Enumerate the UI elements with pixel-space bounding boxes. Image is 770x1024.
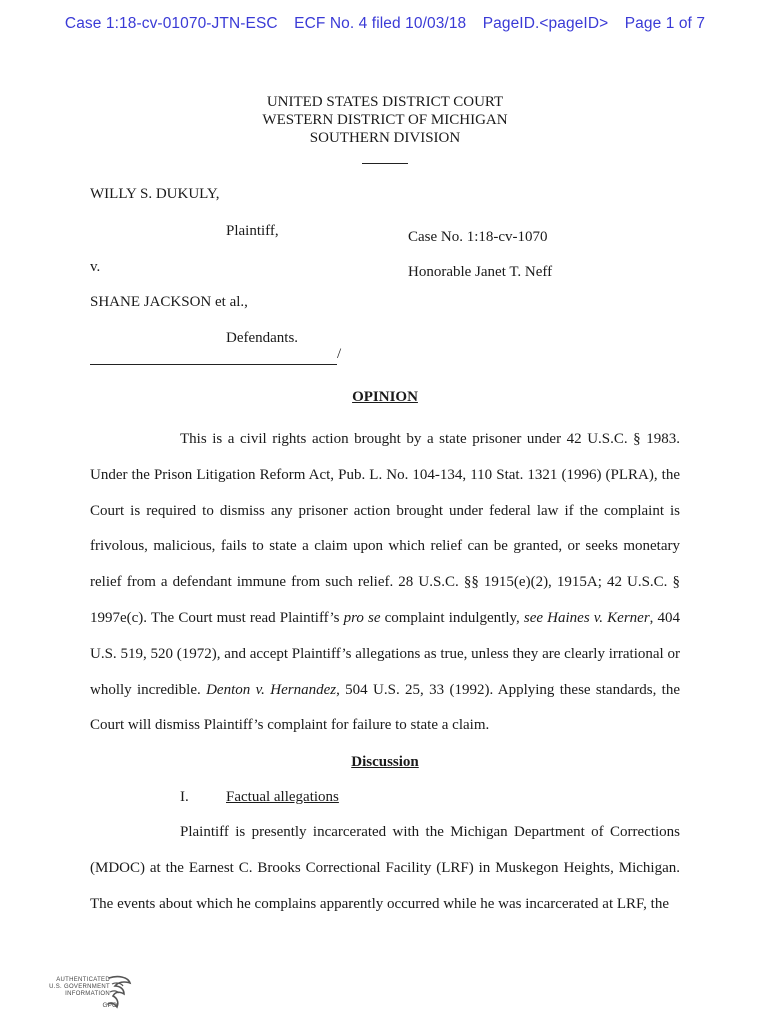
intro-paragraph: [90, 422, 680, 744]
gpo-authentication-seal: [40, 974, 132, 1016]
gpo-eagle-icon: [106, 974, 132, 1016]
section-title: Factual allegations: [226, 789, 339, 805]
court-title-block: [0, 93, 770, 147]
ecf-header-stamp: [0, 15, 770, 33]
opinion-heading: OPINION: [352, 389, 418, 405]
gpo-seal-line-1: AUTHENTICATED: [56, 977, 110, 983]
court-district: WESTERN DISTRICT OF MICHIGAN: [262, 112, 508, 128]
pro-se-term: pro se: [343, 609, 381, 626]
court-divider: [362, 163, 408, 164]
haines-citation: see Haines v. Kerner: [523, 609, 650, 626]
intro-text-2: complaint indulgently,: [380, 609, 524, 626]
court-division: SOUTHERN DIVISION: [309, 130, 461, 146]
ecf-page-count: Page 1 of 7: [624, 15, 706, 32]
defendant-name: SHANE JACKSON et al.,: [90, 294, 248, 310]
caption-rule: [90, 364, 337, 365]
gpo-seal-line-3: INFORMATION: [65, 991, 110, 997]
plaintiff-role: Plaintiff,: [226, 223, 279, 239]
intro-text-4: , 504 U.S. 25, 33 (1992). Applying these standards, the Court will dismiss Plaintiff’s complaint for failure to state a claim.: [90, 681, 681, 734]
gpo-mark: GPO: [102, 1002, 117, 1009]
court-name: UNITED STATES DISTRICT COURT: [266, 94, 504, 110]
gpo-seal-line-2: U.S. GOVERNMENT: [49, 984, 110, 990]
ecf-case-number: Case 1:18-cv-01070-JTN-ESC: [64, 15, 278, 32]
plaintiff-name: WILLY S. DUKULY,: [90, 186, 220, 202]
case-number: Case No. 1:18-cv-1070: [408, 229, 548, 245]
factual-paragraph: Plaintiff is presently incarcerated with the Michigan Department of Corrections (MDOC) at the Earnest C. Brooks Correctional Facility (LRF) in Muskegon Heights, Michigan. The events about which he complains apparently occurred while he was incarcerated at LRF, the: [90, 824, 680, 912]
ecf-page-id: PageID.<pageID>: [482, 15, 609, 32]
ecf-filing-number: ECF No. 4 filed 10/03/18: [294, 15, 467, 32]
versus-label: v.: [90, 259, 101, 275]
defendant-role: Defendants.: [226, 330, 299, 346]
discussion-heading: Discussion: [351, 754, 419, 770]
gpo-seal-text: [40, 977, 110, 998]
intro-text-3: , 404 U.S. 519, 520 (1972), and accept Plaintiff’s allegations as true, unless they are clearly irrational or wholly incredible.: [90, 609, 681, 698]
intro-text-1: This is a civil rights action brought by a state prisoner under 42 U.S.C. § 1983. Under the Prison Litigation Reform Act, Pub. L. No. 104-134, 110 Stat. 1321 (1996) (PLRA), the Court is required to dismiss any prisoner action brought under federal law if the complaint is frivolous, malicious, fails to state a claim upon which relief can be granted, or seeks monetary relief from a defendant immune from such relief. 28 U.S.C. §§ 1915(e)(2), 1915A; 42 U.S.C. § 1997e(c). The Court must read Plaintiff’s: [90, 431, 680, 626]
denton-citation: Denton v. Hernandez: [206, 681, 337, 698]
section-numeral: I.: [180, 789, 189, 805]
judge-name: Honorable Janet T. Neff: [408, 264, 553, 280]
caption-slash: /: [337, 346, 342, 362]
